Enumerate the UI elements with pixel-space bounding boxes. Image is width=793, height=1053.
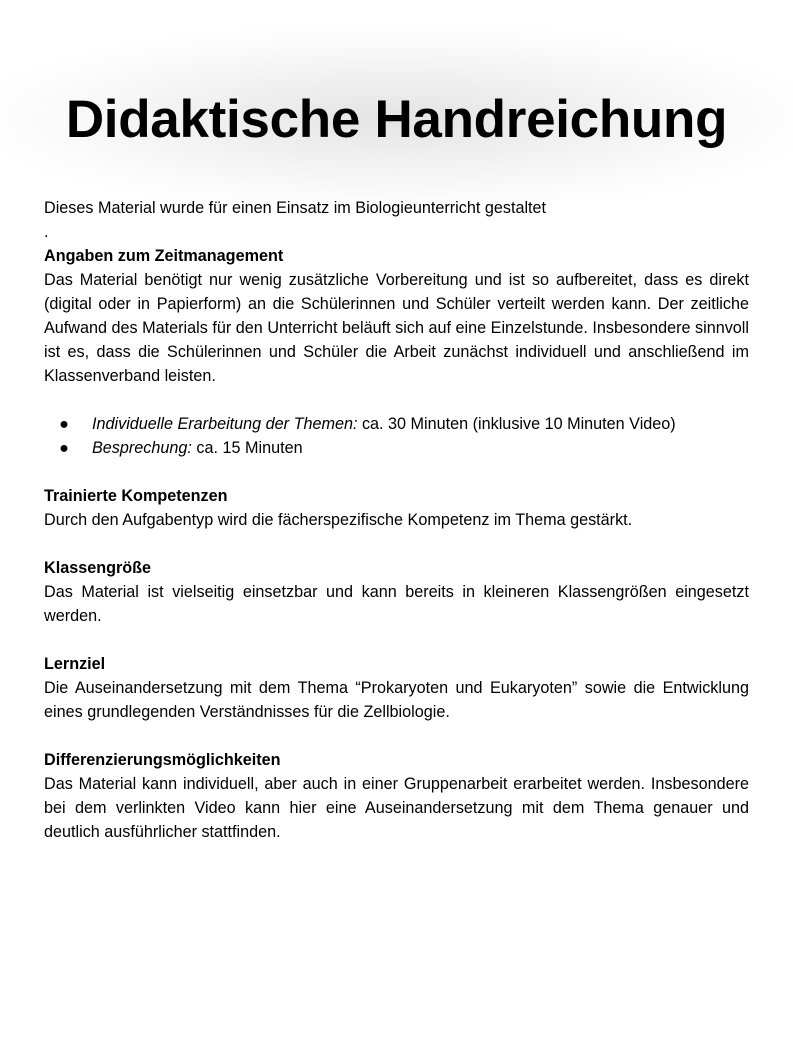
bullet-icon: ● [59, 415, 69, 433]
page-title: Didaktische Handreichung [65, 90, 728, 149]
section-text: Das Material benötigt nur wenig zusätzliche Vorbereitung und ist so aufbereitet, dass es direkt (digital oder in Papierform) an die Schülerinnen und Schüler verteilt werden kann. Der zeitliche Aufwand des Materials für den Unterricht beläuft sich auf eine Einzelstunde. Insbesondere sinnvoll ist es, dass die Schülerinnen und Schüler die Arbeit zunächst individuell und anschließend im Klassenverband leisten. [44, 271, 749, 385]
list-item-text: ca. 15 Minuten [191, 439, 303, 457]
list-item-text: ca. 30 Minuten (inklusive 10 Minuten Video) [357, 415, 676, 433]
spacer [44, 628, 749, 652]
time-breakdown-list [44, 412, 749, 460]
spacer [44, 388, 749, 412]
section-class-size [44, 556, 749, 628]
spacer [44, 532, 749, 556]
section-differentiation [44, 748, 749, 844]
section-text: Durch den Aufgabentyp wird die fächerspezifische Kompetenz im Thema gestärkt. [44, 511, 633, 529]
section-heading: Trainierte Kompetenzen [44, 487, 228, 505]
section-time-management [44, 244, 749, 460]
list-item [44, 412, 749, 436]
section-text: Das Material ist vielseitig einsetzbar und kann bereits in kleineren Klassengrößen eingesetzt werden. [44, 583, 749, 625]
intro-dot: . [44, 223, 49, 241]
spacer [44, 724, 749, 748]
section-learning-goal [44, 652, 749, 724]
section-text: Die Auseinandersetzung mit dem Thema “Prokaryoten und Eukaryoten” sowie die Entwicklung eines grundlegenden Verständnisses für die Zellbiologie. [44, 679, 749, 721]
intro-text: Dieses Material wurde für einen Einsatz im Biologieunterricht gestaltet [44, 199, 547, 217]
section-heading: Angaben zum Zeitmanagement [44, 247, 284, 265]
title-banner [0, 0, 793, 200]
section-text: Das Material kann individuell, aber auch in einer Gruppenarbeit erarbeitet werden. Insbesondere bei dem verlinkten Video kann hier eine Auseinandersetzung mit dem Thema genauer und deutlich ausführlicher stattfinden. [44, 775, 749, 841]
spacer [44, 460, 749, 484]
list-item-label: Individuelle Erarbeitung der Themen: [92, 415, 358, 433]
section-heading: Lernziel [44, 655, 106, 673]
bullet-icon: ● [59, 439, 69, 457]
list-item-label: Besprechung: [92, 439, 192, 457]
section-competencies [44, 484, 749, 532]
document-body [44, 196, 749, 844]
section-heading: Differenzierungsmöglichkeiten [44, 751, 281, 769]
section-heading: Klassengröße [44, 559, 152, 577]
list-item [44, 436, 749, 460]
